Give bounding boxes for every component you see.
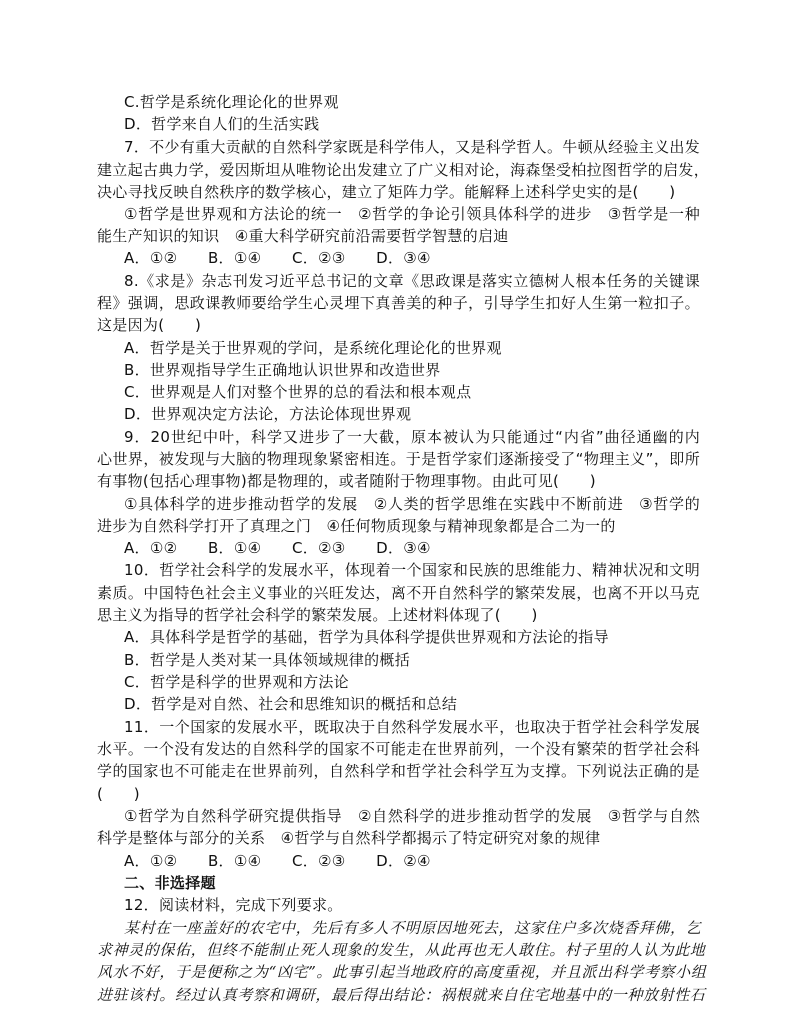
option-c-q6: C.哲学是系统化理论化的世界观 <box>124 93 339 111</box>
question-7-options: A．①② B．①④ C．②③ D．③④ <box>124 249 431 267</box>
question-9-statements-2: 进步为自然科学打开了真理之门 ④任何物质现象与精神现象都是合二为一的 <box>97 517 616 535</box>
question-8-option-a: A．哲学是关于世界观的学问，是系统化理论化的世界观 <box>124 339 502 357</box>
question-7-line-3: 决心寻找反映自然秩序的数学核心，建立了矩阵力学。能解释上述科学史实的是( ) <box>97 183 676 201</box>
question-10-line-3: 思主义为指导的哲学社会科学的繁荣发展。上述材料体现了( ) <box>97 606 538 624</box>
question-11-statements-1: ①哲学为自然科学研究提供指导 ②自然科学的进步推动哲学的发展 ③哲学与自然 <box>124 807 700 825</box>
question-9-line-1: 9．20世纪中叶，科学又进步了一大截，原本被认为只能通过“内省”曲径通幽的内 <box>124 428 700 446</box>
question-9-line-3: 有事物(包括心理事物)都是物理的，或者随附于物理事物。由此可见( ) <box>97 472 596 490</box>
material-line-4: 进驻该村。经过认真考察和调研，最后得出结论：祸根就来自住宅地基中的一种放射性石 <box>97 986 706 1004</box>
question-9-statements-1: ①具体科学的进步推动哲学的发展 ②人类的哲学思维在实践中不断前进 ③哲学的 <box>124 495 700 513</box>
material-line-2: 求神灵的保佑，但终不能制止死人现象的发生，从此再也无人敢住。村子里的人认为此地 <box>97 941 706 959</box>
question-12-prompt: 12．阅读材料，完成下列要求。 <box>124 896 343 914</box>
question-9-line-2: 心世界，被发现与大脑的物理现象紧密相连。于是哲学家们逐渐接受了“物理主义”，即所 <box>97 450 700 468</box>
question-10-option-c: C．哲学是科学的世界观和方法论 <box>124 673 349 691</box>
question-8-line-1: 8.《求是》杂志刊发习近平总书记的文章《思政课是落实立德树人根本任务的关键课 <box>124 272 700 290</box>
material-line-3: 风水不好，于是便称之为“凶宅”。此事引起当地政府的高度重视，并且派出科学考察小组 <box>97 963 707 981</box>
question-8-option-b: B．世界观指导学生正确地认识世界和改造世界 <box>124 361 441 379</box>
question-8-line-2: 程》强调，思政课教师要给学生心灵埋下真善美的种子，引导学生扣好人生第一粒扣子。 <box>97 294 700 312</box>
question-11-line-1: 11．一个国家的发展水平，既取决于自然科学发展水平，也取决于哲学社会科学发展 <box>124 718 700 736</box>
question-11-options: A．①② B．①④ C．②③ D．②④ <box>124 852 431 870</box>
question-7-line-2: 建立起古典力学，爱因斯坦从唯物论出发建立了广义相对论，海森堡受柏拉图哲学的启发， <box>97 161 710 179</box>
question-10-option-a: A．具体科学是哲学的基础，哲学为具体科学提供世界观和方法论的指导 <box>124 628 609 646</box>
question-10-line-1: 10．哲学社会科学的发展水平，体现着一个国家和民族的思维能力、精神状况和文明 <box>124 561 700 579</box>
question-10-option-d: D．哲学是对自然、社会和思维知识的概括和总结 <box>124 695 458 713</box>
question-11-line-4: ( ) <box>97 785 140 803</box>
question-7-statements-1: ①哲学是世界观和方法论的统一 ②哲学的争论引领具体科学的进步 ③哲学是一种 <box>124 205 700 223</box>
option-d-q6: D．哲学来自人们的生活实践 <box>124 115 320 133</box>
question-7-line-1: 7．不少有重大贡献的自然科学家既是科学伟人，又是科学哲人。牛顿从经验主义出发 <box>124 138 700 156</box>
section-heading-non-choice: 二、非选择题 <box>124 874 216 892</box>
question-8-line-3: 这是因为( ) <box>97 316 202 334</box>
question-10-option-b: B．哲学是人类对某一具体领域规律的概括 <box>124 651 410 669</box>
question-10-line-2: 素质。中国特色社会主义事业的兴旺发达，离不开自然科学的繁荣发展，也离不开以马克 <box>97 584 700 602</box>
question-11-statements-2: 科学是整体与部分的关系 ④哲学与自然科学都揭示了特定研究对象的规律 <box>97 829 601 847</box>
question-7-statements-2: 能生产知识的知识 ④重大科学研究前沿需要哲学智慧的启迪 <box>97 227 509 245</box>
question-8-option-c: C．世界观是人们对整个世界的总的看法和根本观点 <box>124 383 472 401</box>
material-line-1: 某村在一座盖好的农宅中，先后有多人不明原因地死去，这家住户多次烧香拜佛，乞 <box>124 919 702 937</box>
question-11-line-2: 水平。一个没有发达的自然科学的国家不可能走在世界前列，一个没有繁荣的哲学社会科 <box>97 740 700 758</box>
question-11-line-3: 学的国家也不可能走在世界前列，自然科学和哲学社会科学互为支撑。下列说法正确的是 <box>97 762 700 780</box>
question-9-options: A．①② B．①④ C．②③ D．③④ <box>124 539 431 557</box>
question-8-option-d: D．世界观决定方法论，方法论体现世界观 <box>124 405 412 423</box>
